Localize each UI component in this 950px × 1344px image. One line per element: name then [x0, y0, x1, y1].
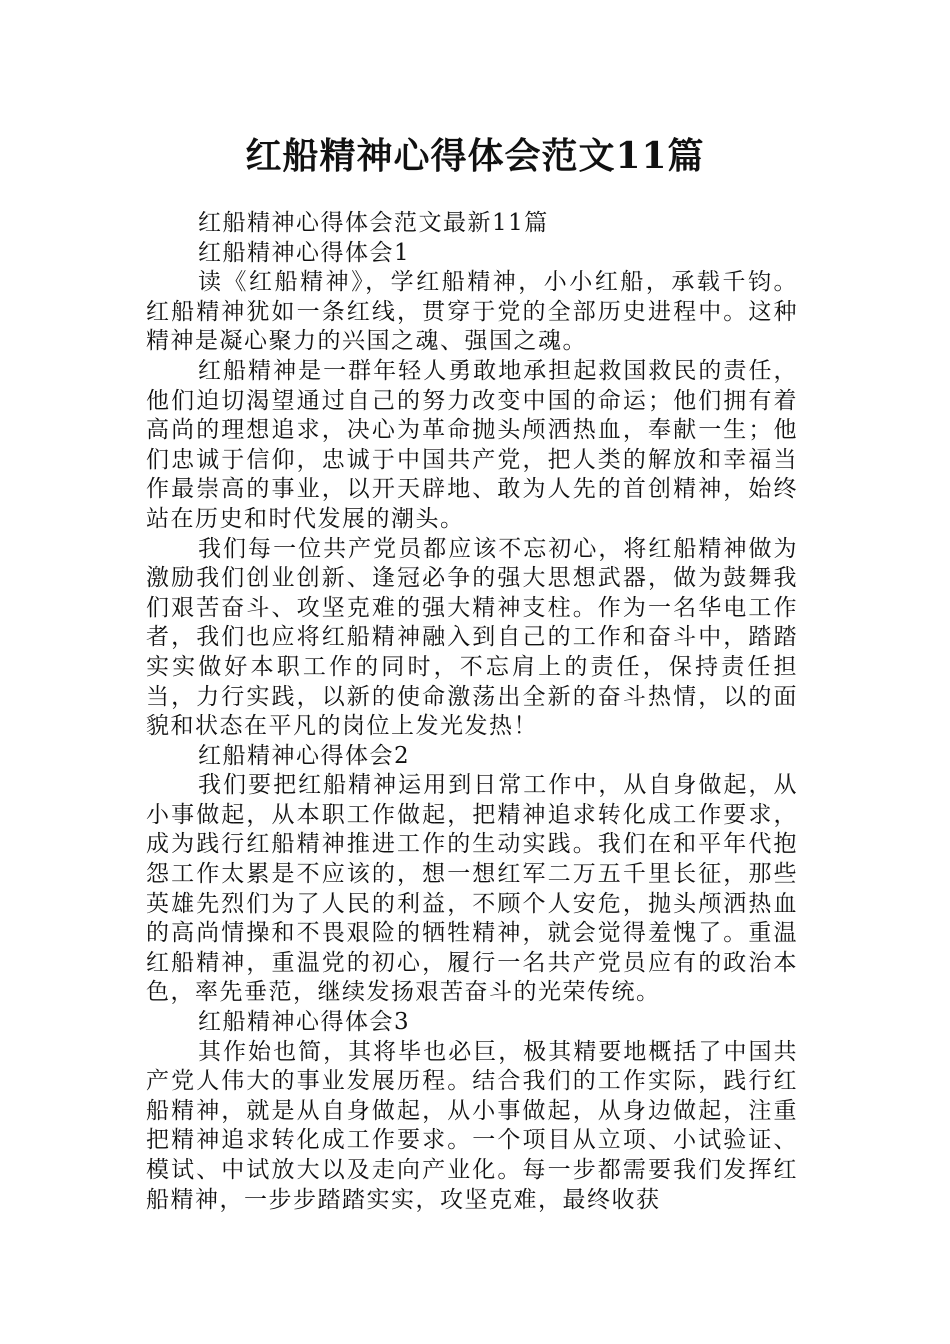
body-paragraph: 我们要把红船精神运用到日常工作中，从自身做起，从小事做起，从本职工作做起，把精神追求转化成工作要求，成为践行红船精神推进工作的生动实践。我们在和平年代抱怨工作太累是不应该的，想一想红军二万五千里长征，那些英雄先烈们为了人民的利益，不顾个人安危，抛头颅洒热血的高尚情操和不畏艰险的牺牲精神，就会觉得羞愧了。重温红船精神，重温党的初心，履行一名共产党员应有的政治本色，率先垂范，继续发扬艰苦奋斗的光荣传统。	[146, 772, 798, 1006]
document-title: 红船精神心得体会范文11篇	[245, 135, 705, 177]
body-paragraph: 我们每一位共产党员都应该不忘初心，将红船精神做为激励我们创业创新、逢冠必争的强大思想武器，做为鼓舞我们艰苦奋斗、攻坚克难的强大精神支柱。作为一名华电工作者，我们也应将红船精神融入到自己的工作和奋斗中，踏踏实实做好本职工作的同时，不忘肩上的责任，保持责任担当，力行实践，以新的使命激荡出全新的奋斗热情，以的面貌和状态在平凡的岗位上发光发热！	[146, 535, 798, 740]
body-paragraph: 红船精神是一群年轻人勇敢地承担起救国救民的责任，他们迫切渴望通过自己的努力改变中国的命运；他们拥有着高尚的理想追求，决心为革命抛头颅洒热血，奉献一生；他们忠诚于信仰，忠诚于中国共产党，把人类的解放和幸福当作最崇高的事业，以开天辟地、敢为人先的首创精神，始终站在历史和时代发展的潮头。	[146, 357, 798, 532]
section-heading-3: 红船精神心得体会3	[198, 1009, 411, 1036]
section-heading-2: 红船精神心得体会2	[198, 742, 411, 769]
section-heading-1: 红船精神心得体会1	[198, 239, 411, 266]
body-paragraph: 其作始也简，其将毕也必巨，极其精要地概括了中国共产党人伟大的事业发展历程。结合我们的工作实际，践行红船精神，就是从自身做起，从小事做起，从身边做起，注重把精神追求转化成工作要求。一个项目从立项、小试验证、模试、中试放大以及走向产业化。每一步都需要我们发挥红船精神，一步步踏踏实实，攻坚克难，最终收获	[146, 1038, 798, 1213]
body-paragraph: 读《红船精神》，学红船精神，小小红船，承载千钧。红船精神犹如一条红线，贯穿于党的全部历史进程中。这种精神是凝心聚力的兴国之魂、强国之魂。	[146, 269, 798, 355]
document-body	[146, 209, 798, 1215]
subtitle-paragraph: 红船精神心得体会范文最新11篇	[198, 210, 549, 236]
